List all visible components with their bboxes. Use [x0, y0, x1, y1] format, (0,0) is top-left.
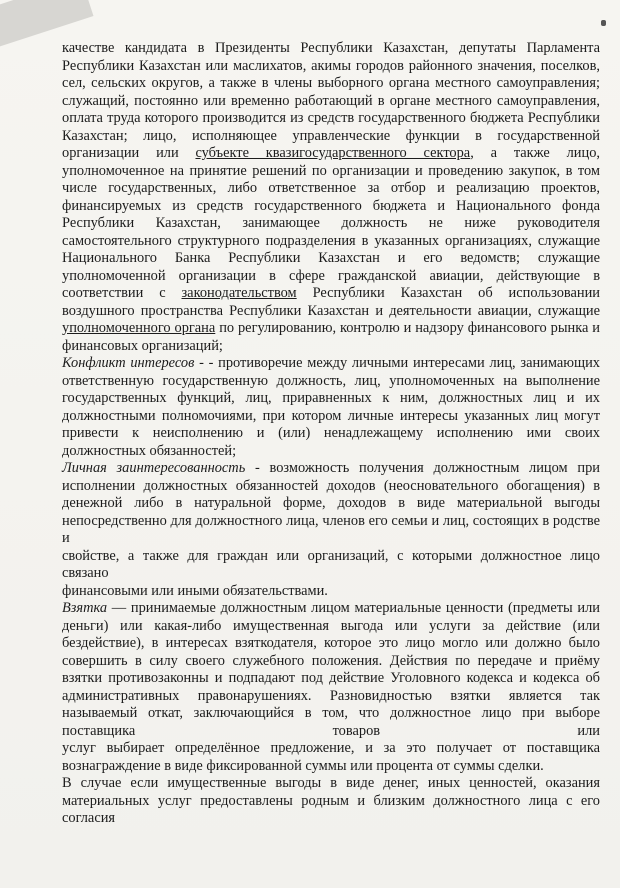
paragraph-bribe: Взятка — принимаемые должностным лицом материальные ценности (предметы или [62, 600, 600, 616]
term-bribe: Взятка [62, 600, 108, 616]
paragraph-conflict-of-interest: Конфликт интересов - - противоречие между личными интересами лиц, занимающих ответственную государственную должность, лиц, уполномоченных на выполнение государственных функций, лиц, приравненных к ним, должностных лиц и их должностными полномочиями, при котором личные интересы указанных лиц могут привести к неисполнению и (или) ненадлежащему исполнению ими своих должностных обязанностей; [62, 355, 600, 459]
paragraph-personal-interest-end: финансовыми или иными обязательствами. [62, 582, 328, 599]
paragraph-relatives: В случае если имущественные выгоды в виде денег, иных ценностей, оказания материальных услуг предоставлены родным и близким должностного лица с его согласия [62, 775, 600, 826]
term-conflict-of-interest: Конфликт интересов [62, 355, 195, 371]
link-authorized-body[interactable]: уполномоченного органа [62, 320, 216, 336]
link-quasi-state-sector[interactable]: субъекте квазигосударственного сектора [195, 145, 471, 161]
paragraph-official-definition: качестве кандидата в Президенты Республики Казахстан, депутаты Парламента Республики Казахстан или маслихатов, акимы городов районного значения, поселков, сел, сельских округов, а также в члены выборного органа местного самоуправления; служащий, постоянно или временно работающий в органе местного самоуправления, оплата труда которого производится из средств государственного бюджета Республики Казахстан; лицо, исполняющее управленческие функции в государственной организации или субъекте квазигосударственного сектора, а также лицо, уполномоченное на принятие решений по организации и проведению закупок, в том числе государственных, либо ответственное за отбор и реализацию проектов, финансируемых из средств государственного бюджета и Национального фонда Республики Казахстан, занимающее должность не ниже руководителя самостоятельного структурного подразделения в указанных организациях, служащие Национального Банка Республики Казахстан и его ведомств; служащие уполномоченной организации в сфере гражданской авиации, действующие в соответствии с законодательством Республики Казахстан об использовании воздушного пространства Республики Казахстан и деятельности авиации, служащие уполномоченного органа по регулированию, контролю и надзору финансового рынка и финансовых организаций; [62, 40, 601, 354]
paragraph-kickback: услуг выбирает определённое предложение, и за это получает от поставщика вознаграждение в виде фиксированной суммы или процента от суммы сделки. [62, 740, 600, 774]
paragraph-personal-interest-cont: свойстве, а также для граждан или организаций, с которыми должностное лицо связано [62, 547, 600, 581]
document-text [62, 40, 600, 828]
paragraph-bribe-cont: деньги) или какая-либо имущественная выгода или услуги за действие (или бездействие), в интересах взяткодателя, которое это лицо могло или должно было совершить в силу своего служебного положения. Действия по передаче и приёму взятки противозаконны и подпадают под действие Уголовного кодекса и кодекса об административных правонарушениях. Разновидностью взятки является так называемый откат, заключающийся в том, что должностное лицо при выборе поставщика товаров или [62, 617, 600, 739]
paragraph-personal-interest: Личная заинтересованность - возможность получения должностным лицом при исполнении должностных обязанностей доходов (неосновательного обогащения) в денежной либо в натуральной форме, доходов в виде материальной выгоды непосредственно для должностного лица, членов его семьи и лиц, состоящих в родстве и [62, 460, 600, 546]
scan-dot-mark [601, 20, 606, 26]
term-personal-interest: Личная заинтересованность [62, 460, 246, 476]
link-legislation[interactable]: законодательством [181, 285, 297, 301]
